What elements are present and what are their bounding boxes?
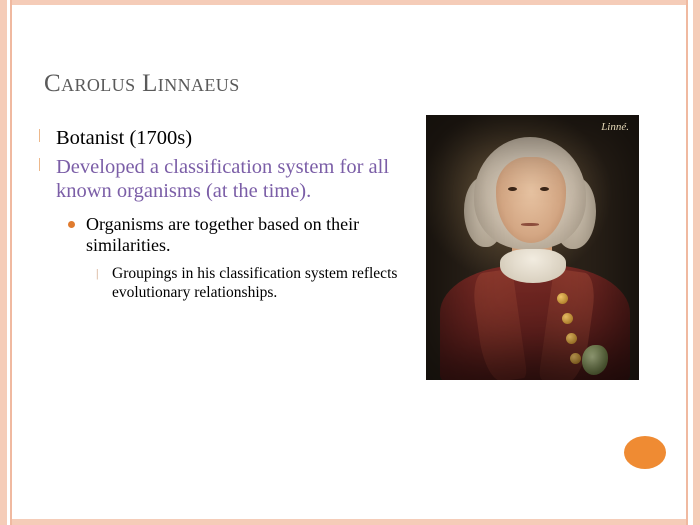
- portrait-signature: Linné.: [601, 121, 629, 133]
- list-item: [34, 155, 424, 203]
- bullet-list: [34, 126, 424, 303]
- bullet-marker-icon: |: [96, 265, 99, 280]
- list-item: [34, 126, 424, 150]
- list-item: [34, 265, 424, 303]
- list-item-label: Organisms are together based on their similarities.: [86, 213, 360, 256]
- portrait-vignette: [426, 115, 639, 380]
- list-item-label: Developed a classification system for all known organisms (at the time).: [56, 156, 390, 203]
- list-item-label: Groupings in his classification system reflects evolutionary relationships.: [112, 264, 398, 301]
- portrait-image: [426, 115, 639, 380]
- list-item-label: Botanist (1700s): [56, 127, 193, 149]
- border-band-left-thin: [10, 0, 12, 525]
- bullet-marker-icon: |: [38, 156, 42, 173]
- border-band-left-outer: [0, 0, 7, 525]
- border-band-bottom: [0, 519, 700, 525]
- decorative-circle: [624, 436, 666, 469]
- bullet-dot-icon: [68, 221, 75, 228]
- bullet-marker-icon: |: [38, 127, 42, 143]
- list-item: [34, 214, 424, 257]
- border-band-right-outer: [693, 0, 700, 525]
- page-title: Carolus Linnaeus: [44, 70, 240, 97]
- border-band-top: [0, 0, 700, 5]
